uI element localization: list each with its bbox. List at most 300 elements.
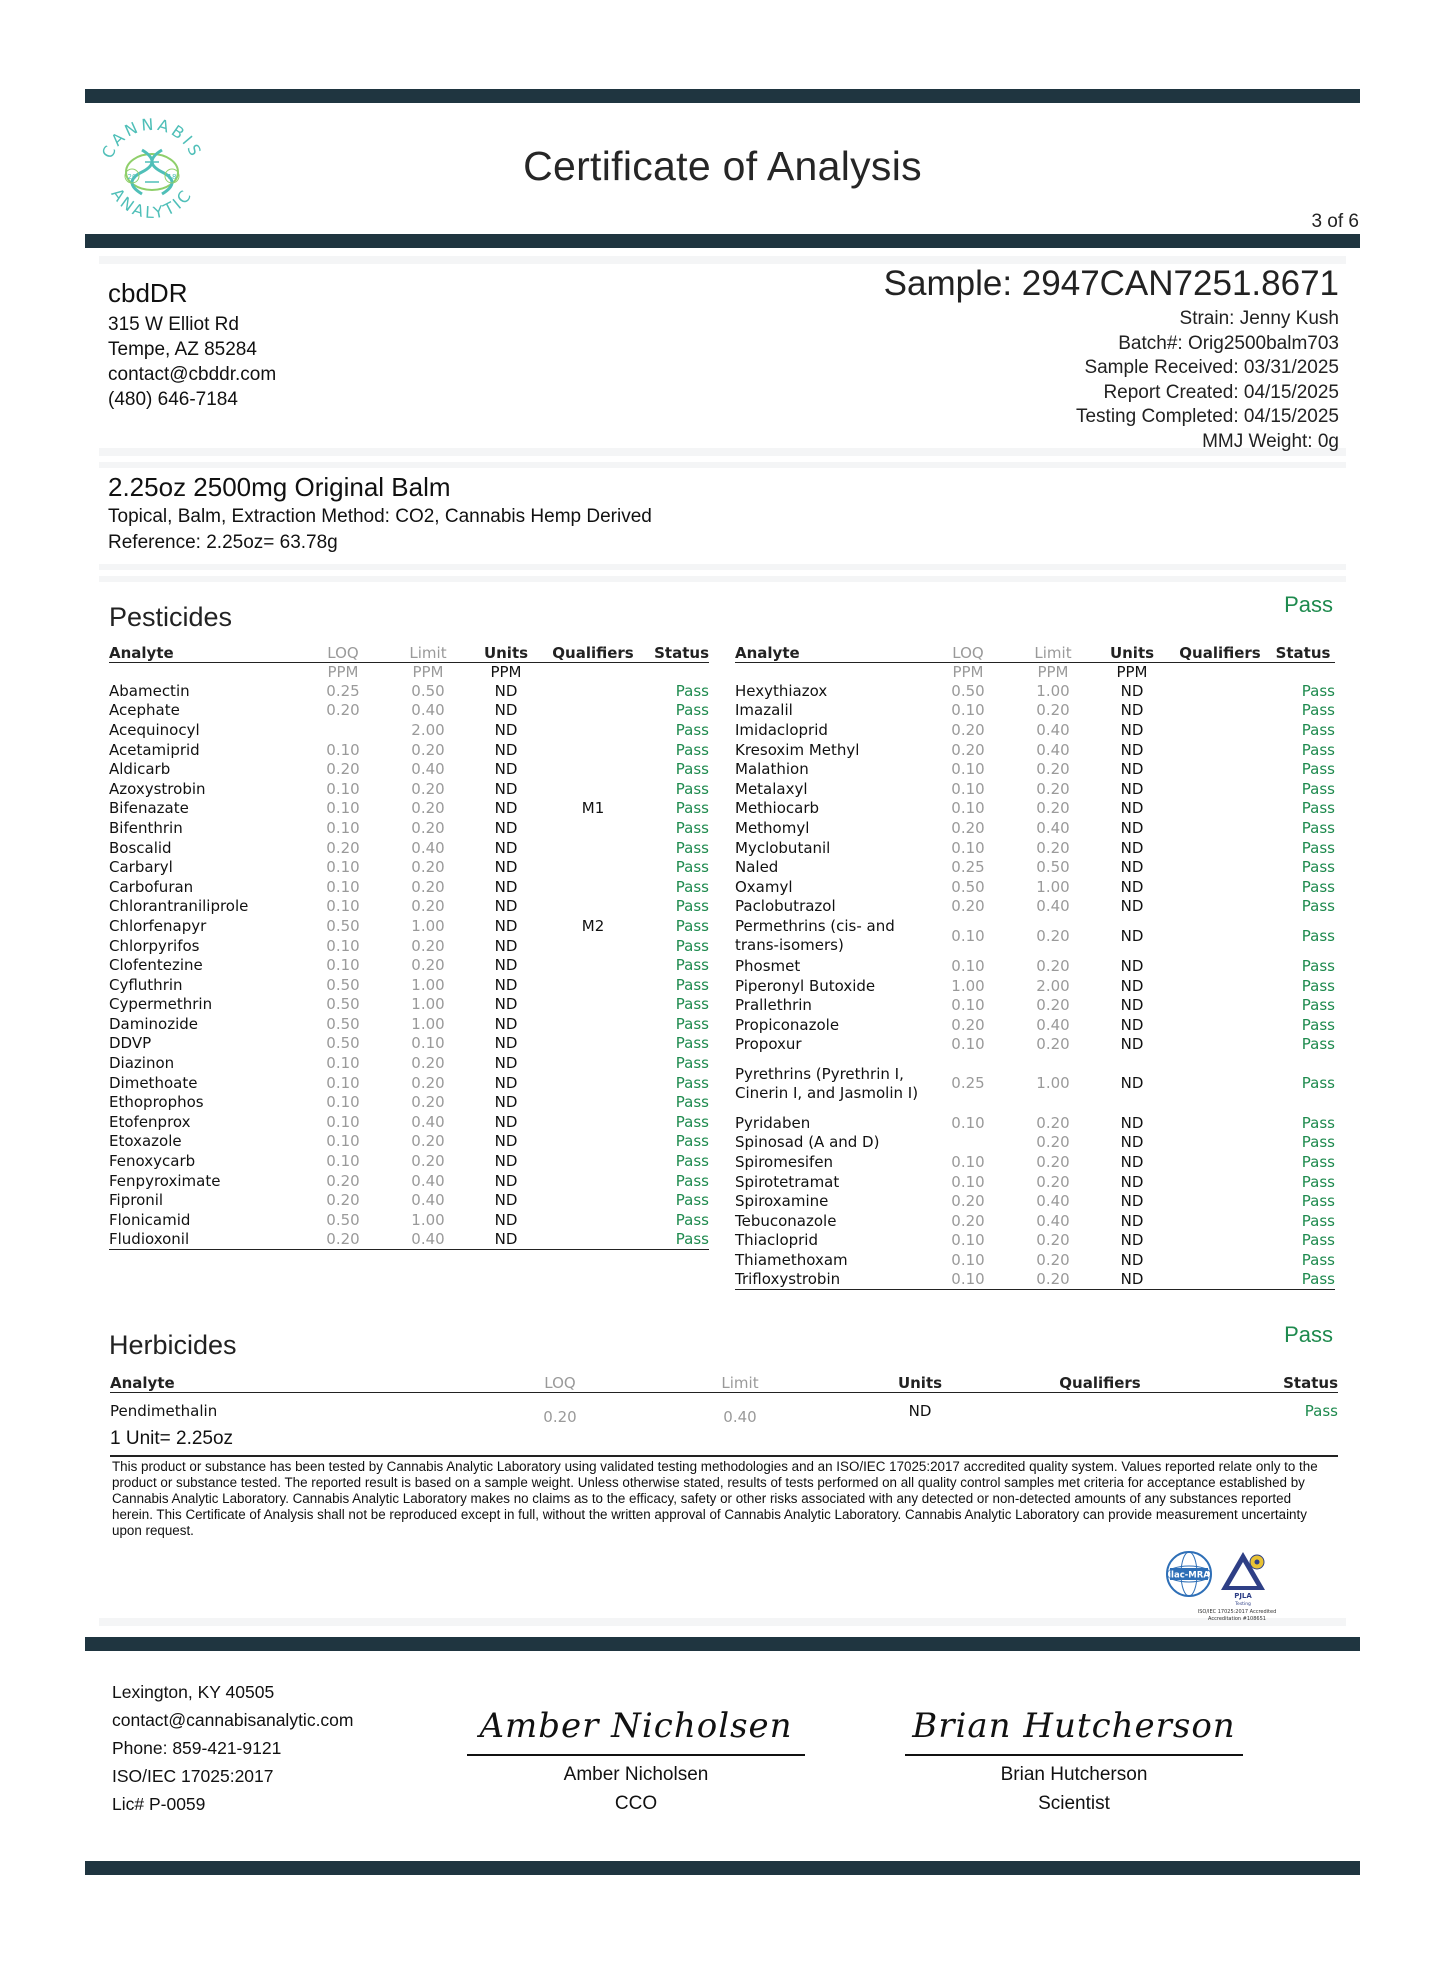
- table-row: [735, 1035, 1335, 1055]
- table-row: [109, 897, 709, 917]
- sample-batch: Batch#: Orig2500balm703: [1118, 332, 1339, 354]
- analyte-cell: Etofenprox: [109, 1112, 191, 1131]
- limit-cell: 0.50: [1036, 858, 1070, 877]
- status-cell: Pass: [675, 1191, 709, 1210]
- analyte-cell: Boscalid: [109, 838, 172, 857]
- loq-unit: PPM: [952, 662, 984, 681]
- mmj-weight: MMJ Weight: 0g: [1202, 430, 1339, 452]
- loq-cell: 0.20: [951, 1211, 985, 1230]
- units-cell: ND: [494, 1171, 518, 1190]
- signature-line: [467, 1754, 805, 1756]
- status-cell: Pass: [1301, 1153, 1335, 1172]
- status-cell: Pass: [1301, 897, 1335, 916]
- analyte-cell: Pyridaben: [735, 1113, 811, 1132]
- loq-cell: 0.50: [326, 1034, 360, 1053]
- analyte-cell: Spiromesifen: [735, 1153, 834, 1172]
- limit-cell: 0.20: [411, 1054, 445, 1073]
- analyte-cell: Hexythiazox: [735, 681, 828, 700]
- loq-cell: 0.10: [951, 1035, 985, 1054]
- qualifier-cell: [1169, 838, 1271, 858]
- loq-cell: 0.20: [326, 701, 360, 720]
- loq-unit: PPM: [327, 662, 359, 681]
- analyte-cell: Clofentezine: [109, 956, 203, 975]
- analyte-cell: Cypermethrin: [109, 995, 213, 1014]
- loq-cell: 0.10: [326, 1093, 360, 1112]
- loq-cell: 0.10: [951, 956, 985, 975]
- limit-cell: 0.20: [1036, 799, 1070, 818]
- table-row: [109, 1132, 709, 1152]
- loq-cell: 0.20: [326, 1171, 360, 1190]
- limit-cell: 0.20: [411, 1152, 445, 1171]
- status-cell: Pass: [675, 936, 709, 955]
- units-cell: ND: [1120, 1133, 1144, 1152]
- disclaimer-rule: [110, 1455, 1338, 1457]
- qualifier-cell: [1169, 1211, 1271, 1231]
- qualifier-cell: [543, 1171, 643, 1191]
- loq-cell: 0.50: [326, 1014, 360, 1033]
- units-cell: ND: [494, 818, 518, 837]
- qualifier-cell: [543, 897, 643, 917]
- analyte-cell: Bifenazate: [109, 799, 189, 818]
- table-row: [109, 740, 709, 760]
- col-limit: Limit: [1011, 640, 1095, 662]
- analyte-cell: Cyfluthrin: [109, 975, 183, 994]
- limit-cell: 0.40: [411, 1112, 445, 1131]
- limit-cell: 0.40: [1036, 1015, 1070, 1034]
- loq-cell: 0.10: [326, 897, 360, 916]
- analyte-cell: Carbaryl: [109, 858, 173, 877]
- analyte-cell: Acetamiprid: [109, 740, 200, 759]
- product-info: [108, 470, 652, 556]
- table-row: [109, 1092, 709, 1112]
- col-loq: LOQ: [925, 640, 1011, 662]
- qualifier-cell: [543, 975, 643, 995]
- analyte-cell: Spiroxamine: [735, 1192, 829, 1211]
- units-cell: ND: [494, 799, 518, 818]
- limit-cell: 0.20: [411, 1093, 445, 1112]
- status-cell: Pass: [675, 1112, 709, 1131]
- table-row: [109, 1171, 709, 1191]
- units-cell: ND: [494, 779, 518, 798]
- table-header-row: [110, 1370, 1338, 1392]
- loq-cell: 0.20: [951, 1015, 985, 1034]
- limit-cell: 0.20: [1036, 779, 1070, 798]
- qualifier-cell: [1169, 1191, 1271, 1211]
- status-cell: Pass: [1301, 926, 1335, 945]
- loq-cell: 0.20: [326, 838, 360, 857]
- table-row: [109, 1073, 709, 1093]
- table-row: [109, 759, 709, 779]
- product-name: 2.25oz 2500mg Original Balm: [108, 472, 451, 502]
- pesticides-table-right: [735, 640, 1335, 1290]
- units-cell: ND: [494, 1152, 518, 1171]
- table-row: [735, 1270, 1335, 1290]
- qualifier-cell: [543, 740, 643, 760]
- loq-cell: [299, 720, 387, 740]
- col-units: Units: [830, 1370, 1010, 1392]
- units-cell: ND: [494, 975, 518, 994]
- units-unit: PPM: [490, 662, 522, 681]
- qualifier-cell: [543, 1092, 643, 1112]
- loq-cell: 0.10: [951, 996, 985, 1015]
- units-cell: ND: [494, 1093, 518, 1112]
- footer-bottom-bar: [85, 1861, 1360, 1875]
- status-cell: Pass: [1301, 1251, 1335, 1270]
- table-row: [735, 1172, 1335, 1192]
- limit-cell: 1.00: [411, 975, 445, 994]
- logo-bottom-text: ANALYTIC: [107, 184, 197, 223]
- status-cell: Pass: [1301, 1133, 1335, 1152]
- analyte-cell: Malathion: [735, 760, 809, 779]
- units-cell: ND: [494, 681, 518, 700]
- loq-cell: 0.50: [326, 995, 360, 1014]
- analyte-cell: Paclobutrazol: [735, 897, 836, 916]
- units-cell: ND: [494, 1054, 518, 1073]
- lab-iso: ISO/IEC 17025:2017: [112, 1766, 274, 1786]
- disclaimer-text: This product or substance has been tested by Cannabis Analytic Laboratory using validated testing methodologies and an ISO/IEC 17025:2017 accredited quality system. Values reported relate only to the product or substance tested. The reported result is based on a sample weight. Unless otherwise stated, results of tests performed on all quality control samples met criteria for acceptance established by Cannabis Analytic Laboratory. Cannabis Analytic Laboratory makes no claims as to the efficacy, safety or other risks associated with any detected or non-detected amounts of any substances reported herein. This Certificate of Analysis shall not be reproduced except in full, without the written approval of Cannabis Analytic Laboratory. Cannabis Analytic Laboratory can provide measurement uncertainty upon request.: [112, 1459, 1318, 1538]
- qualifier-cell: [1169, 995, 1271, 1015]
- table-row: [735, 740, 1335, 760]
- units-cell: ND: [1120, 779, 1144, 798]
- qualifier-cell: [1169, 701, 1271, 721]
- qualifier-cell: [1169, 976, 1271, 996]
- status-cell: Pass: [675, 1073, 709, 1092]
- qualifier-cell: [1169, 759, 1271, 779]
- qualifier-cell: [543, 1230, 643, 1250]
- qualifier-cell: [1169, 818, 1271, 838]
- sample-strain: Strain: Jenny Kush: [1179, 308, 1339, 329]
- qualifier-cell: [1169, 1113, 1271, 1133]
- signature-block-2: [905, 1702, 1243, 1818]
- analyte-cell: Tebuconazole: [735, 1211, 837, 1230]
- analyte-cell: Ethoprophos: [109, 1093, 204, 1112]
- status-cell: Pass: [675, 916, 709, 935]
- loq-cell: 0.10: [951, 1113, 985, 1132]
- status-cell: Pass: [675, 779, 709, 798]
- table-row: [735, 1054, 1335, 1113]
- limit-cell: 0.20: [411, 1073, 445, 1092]
- herbicides-status: Pass: [1284, 1322, 1333, 1347]
- units-cell: ND: [494, 701, 518, 720]
- limit-cell: 0.40: [411, 1191, 445, 1210]
- footer-top-bar: [85, 1637, 1360, 1651]
- units-cell: ND: [494, 916, 518, 935]
- product-description: Topical, Balm, Extraction Method: CO2, Cannabis Hemp Derived: [108, 506, 652, 527]
- analyte-cell: Fenoxycarb: [109, 1152, 196, 1171]
- qualifier-cell: [543, 1132, 643, 1152]
- status-cell: Pass: [1301, 760, 1335, 779]
- qualifier-cell: [543, 1034, 643, 1054]
- col-loq: LOQ: [299, 640, 387, 662]
- table-row: [109, 1053, 709, 1073]
- table-row: [109, 1151, 709, 1171]
- units-cell: ND: [1120, 1015, 1144, 1034]
- analyte-cell: Azoxystrobin: [109, 779, 206, 798]
- units-cell: ND: [494, 740, 518, 759]
- signer-title: CCO: [614, 1792, 658, 1814]
- status-cell: Pass: [1301, 1192, 1335, 1211]
- units-cell: ND: [1120, 720, 1144, 739]
- status-cell: Pass: [1301, 877, 1335, 896]
- units-cell: ND: [1120, 956, 1144, 975]
- signer-name: Amber Nicholsen: [563, 1763, 709, 1785]
- loq-cell: 0.10: [326, 1112, 360, 1131]
- analyte-cell: Daminozide: [109, 1014, 198, 1033]
- loq-cell: 0.20: [951, 897, 985, 916]
- qualifier-cell: [543, 857, 643, 877]
- col-analyte: Analyte: [109, 640, 299, 662]
- limit-cell: 1.00: [1036, 1074, 1070, 1093]
- loq-cell: [925, 1133, 1011, 1153]
- analyte-cell: Naled: [735, 858, 779, 877]
- client-address-line1: 315 W Elliot Rd: [108, 314, 239, 335]
- qualifier-cell: M1: [581, 799, 605, 818]
- loq-cell: 0.25: [326, 681, 360, 700]
- units-cell: ND: [494, 1191, 518, 1210]
- status-cell: Pass: [675, 1014, 709, 1033]
- table-row: [109, 779, 709, 799]
- status-cell: Pass: [675, 975, 709, 994]
- status-cell: Pass: [675, 681, 709, 700]
- analyte-cell: Etoxazole: [109, 1132, 182, 1151]
- col-limit: Limit: [650, 1370, 830, 1392]
- ilac-mra-text: ilac-MRA: [1168, 1570, 1210, 1581]
- units-cell: ND: [494, 838, 518, 857]
- loq-cell: 0.50: [326, 975, 360, 994]
- status-cell: Pass: [1301, 779, 1335, 798]
- status-cell: Pass: [1301, 1074, 1335, 1093]
- analyte-cell: Fipronil: [109, 1191, 164, 1210]
- analyte-cell: Prallethrin: [735, 996, 812, 1015]
- table-row: [735, 759, 1335, 779]
- qualifier-cell: [543, 818, 643, 838]
- status-cell: Pass: [675, 858, 709, 877]
- limit-cell: 1.00: [1036, 681, 1070, 700]
- analyte-cell: Abamectin: [109, 681, 190, 700]
- limit-cell: 0.20: [411, 897, 445, 916]
- table-row: [109, 955, 709, 975]
- analyte-cell: Permethrins (cis- and trans-isomers): [735, 917, 895, 955]
- limit-cell: 0.40: [411, 760, 445, 779]
- loq-cell: 0.10: [951, 760, 985, 779]
- unit-note: 1 Unit= 2.25oz: [110, 1428, 234, 1449]
- units-cell: ND: [1120, 976, 1144, 995]
- qualifier-cell: [1169, 877, 1271, 897]
- loq-cell: 0.10: [326, 779, 360, 798]
- loq-cell: 0.10: [326, 799, 360, 818]
- limit-cell: 1.00: [411, 916, 445, 935]
- status-cell: Pass: [1301, 1113, 1335, 1132]
- loq-cell: 0.20: [951, 720, 985, 739]
- col-analyte: Analyte: [110, 1370, 470, 1392]
- status-cell: Pass: [675, 1054, 709, 1073]
- signer-name: Brian Hutcherson: [1000, 1763, 1148, 1785]
- limit-cell: 1.00: [411, 995, 445, 1014]
- logo-top-text: CANNABIS: [97, 114, 207, 162]
- loq-cell: 0.10: [951, 1172, 985, 1191]
- table-row: [735, 799, 1335, 819]
- limit-cell: 0.20: [411, 858, 445, 877]
- analyte-cell: Chlorfenapyr: [109, 916, 207, 935]
- limit-cell: 0.20: [1036, 760, 1070, 779]
- loq-cell: 0.10: [326, 1054, 360, 1073]
- limit-cell: 0.20: [1036, 996, 1070, 1015]
- qualifier-cell: [543, 1151, 643, 1171]
- loq-cell: 1.00: [951, 976, 985, 995]
- status-cell: Pass: [1301, 799, 1335, 818]
- loq-cell: 0.10: [326, 1073, 360, 1092]
- client-info: [108, 276, 276, 412]
- qualifier-cell: [1169, 1172, 1271, 1192]
- loq-cell: 0.20: [951, 818, 985, 837]
- status-cell: Pass: [675, 701, 709, 720]
- logo-year-right: 18: [167, 173, 177, 181]
- limit-cell: 1.00: [411, 1210, 445, 1229]
- status-cell: Pass: [1301, 720, 1335, 739]
- units-cell: ND: [1120, 1211, 1144, 1230]
- units-cell: ND: [1120, 818, 1144, 837]
- table-row: [735, 681, 1335, 701]
- testing-completed: Testing Completed: 04/15/2025: [1075, 406, 1339, 427]
- qualifier-cell: [1169, 1133, 1271, 1153]
- limit-cell: 0.20: [411, 818, 445, 837]
- loq-cell: 0.10: [951, 926, 985, 945]
- col-qualifiers: Qualifiers: [543, 640, 643, 662]
- units-cell: ND: [494, 995, 518, 1014]
- status-cell: Pass: [675, 720, 709, 739]
- qualifier-cell: [1169, 1250, 1271, 1270]
- qualifier-cell: [1169, 1054, 1271, 1113]
- table-row: [735, 1191, 1335, 1211]
- status-cell: Pass: [675, 877, 709, 896]
- qualifier-cell: [543, 1210, 643, 1230]
- report-created: Report Created: 04/15/2025: [1103, 381, 1339, 403]
- pesticides-table-left: [109, 640, 709, 1250]
- sample-received: Sample Received: 03/31/2025: [1084, 357, 1339, 378]
- status-cell: Pass: [675, 1171, 709, 1190]
- table-row: [735, 857, 1335, 877]
- limit-cell: 0.20: [1011, 1270, 1095, 1290]
- qualifier-cell: [543, 955, 643, 975]
- table-row: [109, 1112, 709, 1132]
- analyte-cell: Aldicarb: [109, 760, 171, 779]
- analyte-cell: Bifenthrin: [109, 818, 183, 837]
- limit-cell: 0.40: [1036, 1192, 1070, 1211]
- units-cell: ND: [1120, 926, 1144, 945]
- loq-cell: 0.20: [543, 1408, 577, 1427]
- analyte-cell: Thiacloprid: [735, 1231, 818, 1250]
- limit-cell: 0.20: [411, 740, 445, 759]
- limit-cell: 0.40: [1036, 740, 1070, 759]
- units-cell: ND: [1120, 877, 1144, 896]
- limit-cell: 1.00: [411, 1014, 445, 1033]
- status-cell: Pass: [1301, 701, 1335, 720]
- table-row: [735, 701, 1335, 721]
- table-row: [735, 995, 1335, 1015]
- qualifier-cell: [543, 1073, 643, 1093]
- lab-email: contact@cannabisanalytic.com: [112, 1710, 354, 1730]
- table-row: [109, 701, 709, 721]
- limit-cell: 0.40: [1036, 1211, 1070, 1230]
- table-row: [735, 976, 1335, 996]
- limit-cell: 0.20: [1036, 701, 1070, 720]
- loq-cell: 0.25: [951, 858, 985, 877]
- limit-cell: 0.20: [411, 1132, 445, 1151]
- client-name: cbdDR: [108, 278, 188, 308]
- status-cell: Pass: [675, 740, 709, 759]
- analyte-cell: Chlorantraniliprole: [109, 897, 249, 916]
- limit-cell: 0.50: [411, 681, 445, 700]
- units-cell: ND: [494, 936, 518, 955]
- units-cell: ND: [494, 1034, 518, 1053]
- analyte-cell: Myclobutanil: [735, 838, 831, 857]
- status-cell: Pass: [1301, 858, 1335, 877]
- limit-cell: 2.00: [411, 720, 445, 739]
- qualifier-cell: [1169, 681, 1271, 701]
- units-cell: ND: [1120, 1231, 1144, 1250]
- status-cell: Pass: [1301, 681, 1335, 700]
- client-address-line2: Tempe, AZ 85284: [108, 339, 257, 360]
- qualifier-cell: [543, 936, 643, 956]
- limit-cell: 0.20: [1036, 926, 1070, 945]
- units-cell: ND: [1120, 760, 1144, 779]
- qualifier-cell: [1169, 740, 1271, 760]
- analyte-cell: Diazinon: [109, 1054, 175, 1073]
- units-cell: ND: [1120, 799, 1144, 818]
- loq-cell: 0.25: [951, 1074, 985, 1093]
- units-cell: ND: [494, 1073, 518, 1092]
- qualifier-cell: [1010, 1392, 1190, 1430]
- analyte-cell: Pyrethrins (Pyrethrin I, Cinerin I, and Jasmolin I): [735, 1064, 919, 1102]
- limit-cell: 0.40: [1036, 720, 1070, 739]
- units-cell: ND: [1120, 897, 1144, 916]
- status-cell: Pass: [675, 1152, 709, 1171]
- status-cell: Pass: [675, 1093, 709, 1112]
- status-cell: Pass: [643, 1230, 709, 1250]
- loq-cell: 0.10: [951, 838, 985, 857]
- units-cell: ND: [1120, 1192, 1144, 1211]
- loq-cell: 0.10: [326, 1152, 360, 1171]
- product-reference: Reference: 2.25oz= 63.78g: [108, 532, 338, 553]
- qualifier-cell: [1169, 1035, 1271, 1055]
- table-row: [109, 877, 709, 897]
- limit-cell: 0.20: [1036, 1133, 1070, 1152]
- units-cell: ND: [494, 1112, 518, 1131]
- signature-image: Amber Nicholsen: [479, 1706, 793, 1746]
- qualifier-cell: [543, 1190, 643, 1210]
- table-row: [735, 779, 1335, 799]
- qualifier-cell: [543, 1053, 643, 1073]
- analyte-cell: Acequinocyl: [109, 720, 200, 739]
- status-cell: Pass: [1271, 1270, 1335, 1290]
- qualifier-cell: [543, 1112, 643, 1132]
- loq-cell: 0.10: [951, 1231, 985, 1250]
- analyte-cell: Spinosad (A and D): [735, 1133, 880, 1152]
- table-row: [735, 1231, 1335, 1251]
- status-cell: Pass: [675, 1132, 709, 1151]
- limit-cell: 0.20: [1036, 956, 1070, 975]
- units-cell: ND: [1120, 1153, 1144, 1172]
- analyte-cell: Phosmet: [735, 956, 801, 975]
- analyte-cell: Propoxur: [735, 1035, 802, 1054]
- limit-cell: 0.20: [411, 877, 445, 896]
- analyte-cell: Thiamethoxam: [735, 1251, 848, 1270]
- table-row: [735, 1133, 1335, 1153]
- units-cell: ND: [494, 1014, 518, 1033]
- status-cell: Pass: [675, 956, 709, 975]
- analyte-cell: Methomyl: [735, 818, 810, 837]
- units-cell: ND: [1120, 701, 1144, 720]
